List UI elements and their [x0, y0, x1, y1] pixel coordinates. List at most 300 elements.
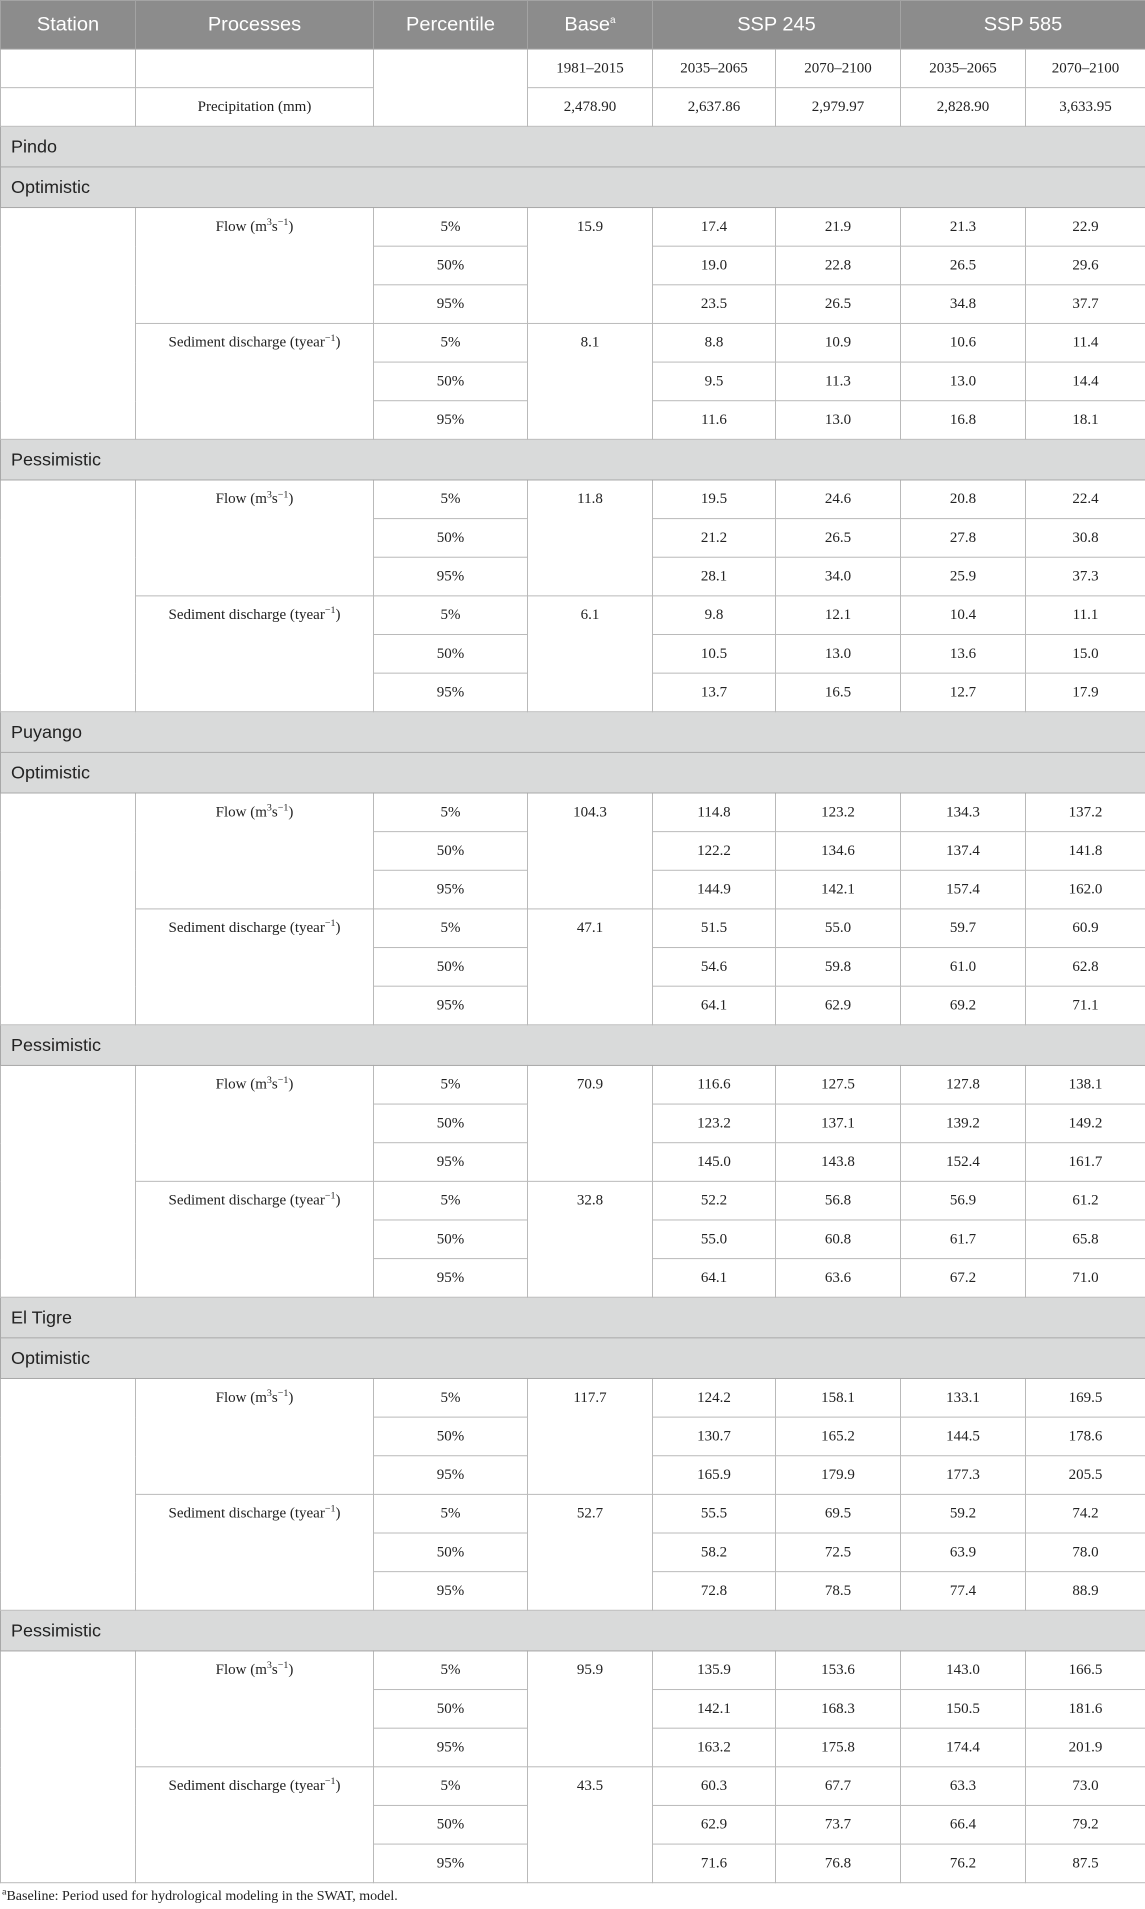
projection-value-cell: 74.2	[1026, 1494, 1145, 1533]
projection-value-cell: 123.2	[653, 1104, 776, 1143]
projection-value-cell: 63.9	[901, 1533, 1026, 1572]
table-row	[1, 1181, 1145, 1220]
projection-value-cell: 72.5	[776, 1533, 901, 1572]
sediment-label-text: Sediment discharge (tyear	[168, 607, 325, 624]
projection-value-cell: 67.7	[776, 1767, 901, 1806]
table-row	[1, 323, 1145, 362]
projection-value-cell: 11.3	[776, 362, 901, 401]
projection-value-cell: 27.8	[901, 519, 1026, 558]
projection-value-cell: 69.5	[776, 1494, 901, 1533]
projection-value-cell: 22.9	[1026, 208, 1145, 247]
projection-value-cell: 37.7	[1026, 285, 1145, 324]
projection-value-cell: 78.5	[776, 1572, 901, 1611]
base-value-cell: 8.1	[528, 323, 653, 439]
projection-value-cell: 21.9	[776, 208, 901, 247]
projection-value-cell: 161.7	[1026, 1143, 1145, 1182]
projection-value-cell: 22.8	[776, 246, 901, 285]
flow-label-text: )	[288, 1076, 294, 1093]
projection-value-cell: 142.1	[776, 870, 901, 909]
projection-value-cell: 150.5	[901, 1690, 1026, 1729]
projection-value-cell: 61.2	[1026, 1181, 1145, 1220]
projection-value-cell: 149.2	[1026, 1104, 1145, 1143]
sediment-label-text: Sediment discharge (tyear	[168, 1505, 325, 1522]
process-label	[136, 909, 374, 1025]
projection-value-cell: 37.3	[1026, 557, 1145, 596]
header-row	[1, 0, 1145, 49]
process-label	[136, 596, 374, 712]
percentile-cell: 95%	[374, 1456, 528, 1495]
process-label	[136, 208, 374, 324]
station-name: El Tigre	[1, 1297, 1145, 1338]
projection-value-cell: 13.0	[776, 401, 901, 440]
scenario-name: Optimistic	[1, 1338, 1145, 1379]
precipitation-row	[1, 88, 1145, 127]
flow-label-text: )	[288, 1662, 294, 1679]
projection-value-cell: 13.0	[901, 362, 1026, 401]
projection-value-cell: 62.9	[653, 1805, 776, 1844]
sediment-label-text: Sediment discharge (tyear	[168, 1192, 325, 1209]
projection-value-cell: 26.5	[901, 246, 1026, 285]
projection-value-cell: 168.3	[776, 1690, 901, 1729]
period-cell: 2035–2065	[653, 49, 776, 88]
projection-value-cell: 145.0	[653, 1143, 776, 1182]
process-label	[136, 1494, 374, 1610]
scenario-row	[1, 167, 1145, 208]
projection-value-cell: 179.9	[776, 1456, 901, 1495]
period-cell: 2070–2100	[776, 49, 901, 88]
station-name: Pindo	[1, 126, 1145, 167]
sediment-label-sup: −1	[324, 1503, 336, 1515]
projection-value-cell: 63.6	[776, 1259, 901, 1298]
projection-value-cell: 59.7	[901, 909, 1026, 948]
sediment-label-text: Sediment discharge (tyear	[168, 334, 325, 351]
projection-value-cell: 143.8	[776, 1143, 901, 1182]
projection-value-cell: 181.6	[1026, 1690, 1145, 1729]
projection-value-cell: 13.6	[901, 635, 1026, 674]
projection-value-cell: 10.6	[901, 323, 1026, 362]
projection-value-cell: 157.4	[901, 870, 1026, 909]
table-row	[1, 1065, 1145, 1104]
sediment-label-text: )	[335, 1505, 341, 1522]
flow-label-sup: −1	[277, 802, 289, 814]
percentile-cell: 5%	[374, 1651, 528, 1690]
projection-value-cell: 122.2	[653, 832, 776, 871]
header-station: Station	[1, 0, 136, 49]
projection-value-cell: 71.1	[1026, 986, 1145, 1025]
projection-value-cell: 11.1	[1026, 596, 1145, 635]
projection-value-cell: 54.6	[653, 948, 776, 987]
projection-value-cell: 56.9	[901, 1181, 1026, 1220]
scenario-name: Pessimistic	[1, 1610, 1145, 1651]
base-value-cell: 6.1	[528, 596, 653, 712]
projection-value-cell: 142.1	[653, 1690, 776, 1729]
percentile-cell: 5%	[374, 1494, 528, 1533]
projection-value-cell: 153.6	[776, 1651, 901, 1690]
percentile-cell: 5%	[374, 1378, 528, 1417]
blank-cell	[1, 49, 136, 88]
blank-cell	[1, 88, 136, 127]
percentile-cell: 95%	[374, 1143, 528, 1182]
projection-value-cell: 10.4	[901, 596, 1026, 635]
percentile-cell: 50%	[374, 1805, 528, 1844]
scenario-name: Optimistic	[1, 167, 1145, 208]
sediment-label-sup: −1	[324, 1190, 336, 1202]
projection-value-cell: 55.0	[653, 1220, 776, 1259]
precipitation-value: 2,637.86	[653, 88, 776, 127]
projection-value-cell: 114.8	[653, 793, 776, 832]
projection-value-cell: 139.2	[901, 1104, 1026, 1143]
process-label	[136, 1065, 374, 1181]
projection-value-cell: 79.2	[1026, 1805, 1145, 1844]
projection-value-cell: 133.1	[901, 1378, 1026, 1417]
blank-station-cell	[1, 1651, 136, 1883]
flow-label-text: )	[288, 804, 294, 821]
projection-value-cell: 55.5	[653, 1494, 776, 1533]
flow-label-sup: −1	[277, 1074, 289, 1086]
projection-value-cell: 24.6	[776, 480, 901, 519]
header-ssp585: SSP 585	[901, 0, 1145, 49]
header-processes: Processes	[136, 0, 374, 49]
table-footnote	[0, 1883, 1145, 1905]
percentile-cell: 5%	[374, 909, 528, 948]
projection-value-cell: 134.3	[901, 793, 1026, 832]
table-row	[1, 208, 1145, 247]
projection-value-cell: 72.8	[653, 1572, 776, 1611]
projection-value-cell: 59.8	[776, 948, 901, 987]
projection-value-cell: 135.9	[653, 1651, 776, 1690]
percentile-cell: 95%	[374, 1572, 528, 1611]
projection-value-cell: 124.2	[653, 1378, 776, 1417]
sediment-label-text: )	[335, 1778, 341, 1795]
flow-label-text: Flow (m	[215, 491, 267, 508]
base-value-cell: 47.1	[528, 909, 653, 1025]
projection-value-cell: 175.8	[776, 1728, 901, 1767]
table-row	[1, 1494, 1145, 1533]
percentile-cell: 95%	[374, 401, 528, 440]
flow-label-sup: 3	[266, 1660, 272, 1672]
sediment-label-sup: −1	[324, 918, 336, 930]
flow-label-text: Flow (m	[215, 218, 267, 235]
base-value-cell: 52.7	[528, 1494, 653, 1610]
projection-value-cell: 11.4	[1026, 323, 1145, 362]
projection-value-cell: 71.0	[1026, 1259, 1145, 1298]
scenario-name: Pessimistic	[1, 439, 1145, 480]
projection-value-cell: 8.8	[653, 323, 776, 362]
projection-value-cell: 76.8	[776, 1844, 901, 1883]
percentile-cell: 50%	[374, 1417, 528, 1456]
projection-value-cell: 165.9	[653, 1456, 776, 1495]
projection-value-cell: 66.4	[901, 1805, 1026, 1844]
flow-label-text: s	[271, 1389, 278, 1406]
percentile-cell: 50%	[374, 519, 528, 558]
sediment-label-sup: −1	[324, 332, 336, 344]
table-row	[1, 596, 1145, 635]
projection-value-cell: 178.6	[1026, 1417, 1145, 1456]
projection-value-cell: 69.2	[901, 986, 1026, 1025]
projection-value-cell: 137.1	[776, 1104, 901, 1143]
projection-value-cell: 67.2	[901, 1259, 1026, 1298]
projection-value-cell: 9.8	[653, 596, 776, 635]
percentile-cell: 5%	[374, 208, 528, 247]
process-label	[136, 323, 374, 439]
projection-value-cell: 163.2	[653, 1728, 776, 1767]
precipitation-value: 3,633.95	[1026, 88, 1145, 127]
percentile-cell: 95%	[374, 1259, 528, 1298]
projection-value-cell: 19.0	[653, 246, 776, 285]
projection-value-cell: 55.0	[776, 909, 901, 948]
projection-value-cell: 64.1	[653, 986, 776, 1025]
projection-value-cell: 62.9	[776, 986, 901, 1025]
sediment-label-text: )	[335, 607, 341, 624]
flow-label-text: s	[271, 218, 278, 235]
precipitation-value: 2,979.97	[776, 88, 901, 127]
flow-label-text: Flow (m	[215, 1389, 267, 1406]
projection-value-cell: 64.1	[653, 1259, 776, 1298]
period-cell: 2070–2100	[1026, 49, 1145, 88]
percentile-cell: 95%	[374, 1728, 528, 1767]
projection-value-cell: 15.0	[1026, 635, 1145, 674]
process-label	[136, 1767, 374, 1883]
table-row	[1, 1767, 1145, 1806]
flow-label-sup: −1	[277, 489, 289, 501]
projection-value-cell: 177.3	[901, 1456, 1026, 1495]
projection-value-cell: 14.4	[1026, 362, 1145, 401]
base-value-cell: 70.9	[528, 1065, 653, 1181]
projection-value-cell: 127.5	[776, 1065, 901, 1104]
projection-value-cell: 77.4	[901, 1572, 1026, 1611]
projection-value-cell: 65.8	[1026, 1220, 1145, 1259]
projection-value-cell: 205.5	[1026, 1456, 1145, 1495]
projection-value-cell: 162.0	[1026, 870, 1145, 909]
projection-value-cell: 17.9	[1026, 673, 1145, 712]
percentile-cell: 5%	[374, 480, 528, 519]
footnote-text: Baseline: Period used for hydrological modeling in the SWAT, model.	[6, 1889, 398, 1905]
projection-value-cell: 22.4	[1026, 480, 1145, 519]
flow-label-sup: −1	[277, 1387, 289, 1399]
projection-value-cell: 28.1	[653, 557, 776, 596]
percentile-cell: 5%	[374, 793, 528, 832]
projection-value-cell: 56.8	[776, 1181, 901, 1220]
table-row	[1, 1651, 1145, 1690]
percentile-cell: 95%	[374, 673, 528, 712]
precipitation-label: Precipitation (mm)	[136, 88, 374, 127]
percentile-cell: 95%	[374, 870, 528, 909]
percentile-cell: 50%	[374, 1104, 528, 1143]
projection-value-cell: 73.7	[776, 1805, 901, 1844]
projection-value-cell: 16.8	[901, 401, 1026, 440]
percentile-cell: 95%	[374, 986, 528, 1025]
blank-station-cell	[1, 208, 136, 440]
flow-label-sup: 3	[266, 489, 272, 501]
projection-value-cell: 78.0	[1026, 1533, 1145, 1572]
projection-value-cell: 59.2	[901, 1494, 1026, 1533]
table-row	[1, 1378, 1145, 1417]
projection-value-cell: 71.6	[653, 1844, 776, 1883]
projection-value-cell: 17.4	[653, 208, 776, 247]
process-label	[136, 793, 374, 909]
projection-value-cell: 26.5	[776, 285, 901, 324]
process-label	[136, 480, 374, 596]
projection-value-cell: 23.5	[653, 285, 776, 324]
projection-value-cell: 76.2	[901, 1844, 1026, 1883]
percentile-cell: 50%	[374, 1220, 528, 1259]
projection-value-cell: 10.5	[653, 635, 776, 674]
base-value-cell: 15.9	[528, 208, 653, 324]
projection-value-cell: 87.5	[1026, 1844, 1145, 1883]
blank-station-cell	[1, 1378, 136, 1610]
blank-cell	[136, 49, 374, 88]
flow-label-text: s	[271, 491, 278, 508]
header-ssp245: SSP 245	[653, 0, 901, 49]
percentile-cell: 50%	[374, 1533, 528, 1572]
percentile-cell: 95%	[374, 285, 528, 324]
projection-value-cell: 34.0	[776, 557, 901, 596]
percentile-cell: 50%	[374, 246, 528, 285]
header-base	[528, 0, 653, 49]
projection-value-cell: 174.4	[901, 1728, 1026, 1767]
blank-cell	[374, 49, 528, 126]
scenario-row	[1, 1610, 1145, 1651]
projection-value-cell: 60.8	[776, 1220, 901, 1259]
projection-value-cell: 158.1	[776, 1378, 901, 1417]
projection-value-cell: 201.9	[1026, 1728, 1145, 1767]
projection-value-cell: 137.2	[1026, 793, 1145, 832]
table-row	[1, 793, 1145, 832]
projection-value-cell: 137.4	[901, 832, 1026, 871]
blank-station-cell	[1, 793, 136, 1025]
base-value-cell: 95.9	[528, 1651, 653, 1767]
projection-value-cell: 60.9	[1026, 909, 1145, 948]
projection-value-cell: 18.1	[1026, 401, 1145, 440]
projection-value-cell: 34.8	[901, 285, 1026, 324]
sediment-label-text: )	[335, 334, 341, 351]
flow-label-text: s	[271, 804, 278, 821]
projection-value-cell: 144.5	[901, 1417, 1026, 1456]
scenario-name: Optimistic	[1, 752, 1145, 793]
flow-label-text: )	[288, 218, 294, 235]
period-row	[1, 49, 1145, 88]
base-value-cell: 104.3	[528, 793, 653, 909]
station-row	[1, 126, 1145, 167]
flow-label-text: )	[288, 1389, 294, 1406]
table-row	[1, 480, 1145, 519]
projection-value-cell: 19.5	[653, 480, 776, 519]
percentile-cell: 5%	[374, 1065, 528, 1104]
sediment-label-text: )	[335, 920, 341, 937]
projection-value-cell: 127.8	[901, 1065, 1026, 1104]
flow-label-sup: −1	[277, 216, 289, 228]
period-cell: 2035–2065	[901, 49, 1026, 88]
projection-value-cell: 134.6	[776, 832, 901, 871]
projection-value-cell: 9.5	[653, 362, 776, 401]
projection-value-cell: 16.5	[776, 673, 901, 712]
projection-value-cell: 20.8	[901, 480, 1026, 519]
projection-value-cell: 144.9	[653, 870, 776, 909]
flow-label-sup: 3	[266, 802, 272, 814]
projection-value-cell: 12.1	[776, 596, 901, 635]
projection-value-cell: 166.5	[1026, 1651, 1145, 1690]
projection-value-cell: 13.0	[776, 635, 901, 674]
projection-value-cell: 12.7	[901, 673, 1026, 712]
projection-value-cell: 21.2	[653, 519, 776, 558]
station-row	[1, 712, 1145, 753]
projection-value-cell: 25.9	[901, 557, 1026, 596]
projection-value-cell: 138.1	[1026, 1065, 1145, 1104]
process-label	[136, 1181, 374, 1297]
percentile-cell: 50%	[374, 832, 528, 871]
header-base-note: a	[610, 14, 616, 26]
scenario-row	[1, 1338, 1145, 1379]
projection-value-cell: 116.6	[653, 1065, 776, 1104]
sediment-label-sup: −1	[324, 1776, 336, 1788]
blank-station-cell	[1, 480, 136, 712]
station-row	[1, 1297, 1145, 1338]
flow-label-text: s	[271, 1662, 278, 1679]
percentile-cell: 95%	[374, 1844, 528, 1883]
flow-label-text: Flow (m	[215, 1076, 267, 1093]
scenario-row	[1, 752, 1145, 793]
projection-value-cell: 165.2	[776, 1417, 901, 1456]
projection-value-cell: 63.3	[901, 1767, 1026, 1806]
percentile-cell: 5%	[374, 1181, 528, 1220]
projection-value-cell: 21.3	[901, 208, 1026, 247]
blank-station-cell	[1, 1065, 136, 1297]
scenario-row	[1, 1025, 1145, 1066]
flow-label-sup: 3	[266, 216, 272, 228]
precipitation-value: 2,828.90	[901, 88, 1026, 127]
base-value-cell: 11.8	[528, 480, 653, 596]
projection-value-cell: 61.7	[901, 1220, 1026, 1259]
projection-value-cell: 143.0	[901, 1651, 1026, 1690]
sediment-label-text: Sediment discharge (tyear	[168, 920, 325, 937]
percentile-cell: 50%	[374, 362, 528, 401]
projection-value-cell: 10.9	[776, 323, 901, 362]
flow-label-text: )	[288, 491, 294, 508]
percentile-cell: 50%	[374, 948, 528, 987]
percentile-cell: 95%	[374, 557, 528, 596]
projection-value-cell: 61.0	[901, 948, 1026, 987]
base-value-cell: 117.7	[528, 1378, 653, 1494]
projection-value-cell: 30.8	[1026, 519, 1145, 558]
projection-value-cell: 58.2	[653, 1533, 776, 1572]
projection-value-cell: 29.6	[1026, 246, 1145, 285]
percentile-cell: 5%	[374, 323, 528, 362]
projection-value-cell: 141.8	[1026, 832, 1145, 871]
period-cell: 1981–2015	[528, 49, 653, 88]
sediment-label-text: Sediment discharge (tyear	[168, 1778, 325, 1795]
base-value-cell: 43.5	[528, 1767, 653, 1883]
flow-label-text: Flow (m	[215, 804, 267, 821]
projection-value-cell: 51.5	[653, 909, 776, 948]
projection-value-cell: 26.5	[776, 519, 901, 558]
flow-label-sup: 3	[266, 1387, 272, 1399]
precipitation-value: 2,478.90	[528, 88, 653, 127]
sediment-label-text: )	[335, 1192, 341, 1209]
process-label	[136, 1651, 374, 1767]
flow-label-text: Flow (m	[215, 1662, 267, 1679]
header-base-label: Base	[564, 13, 611, 36]
scenario-row	[1, 439, 1145, 480]
percentile-cell: 50%	[374, 1690, 528, 1729]
header-percentile: Percentile	[374, 0, 528, 49]
projection-value-cell: 62.8	[1026, 948, 1145, 987]
projection-value-cell: 11.6	[653, 401, 776, 440]
flow-label-text: s	[271, 1076, 278, 1093]
sediment-label-sup: −1	[324, 605, 336, 617]
station-name: Puyango	[1, 712, 1145, 753]
table-row	[1, 909, 1145, 948]
flow-label-sup: 3	[266, 1074, 272, 1086]
